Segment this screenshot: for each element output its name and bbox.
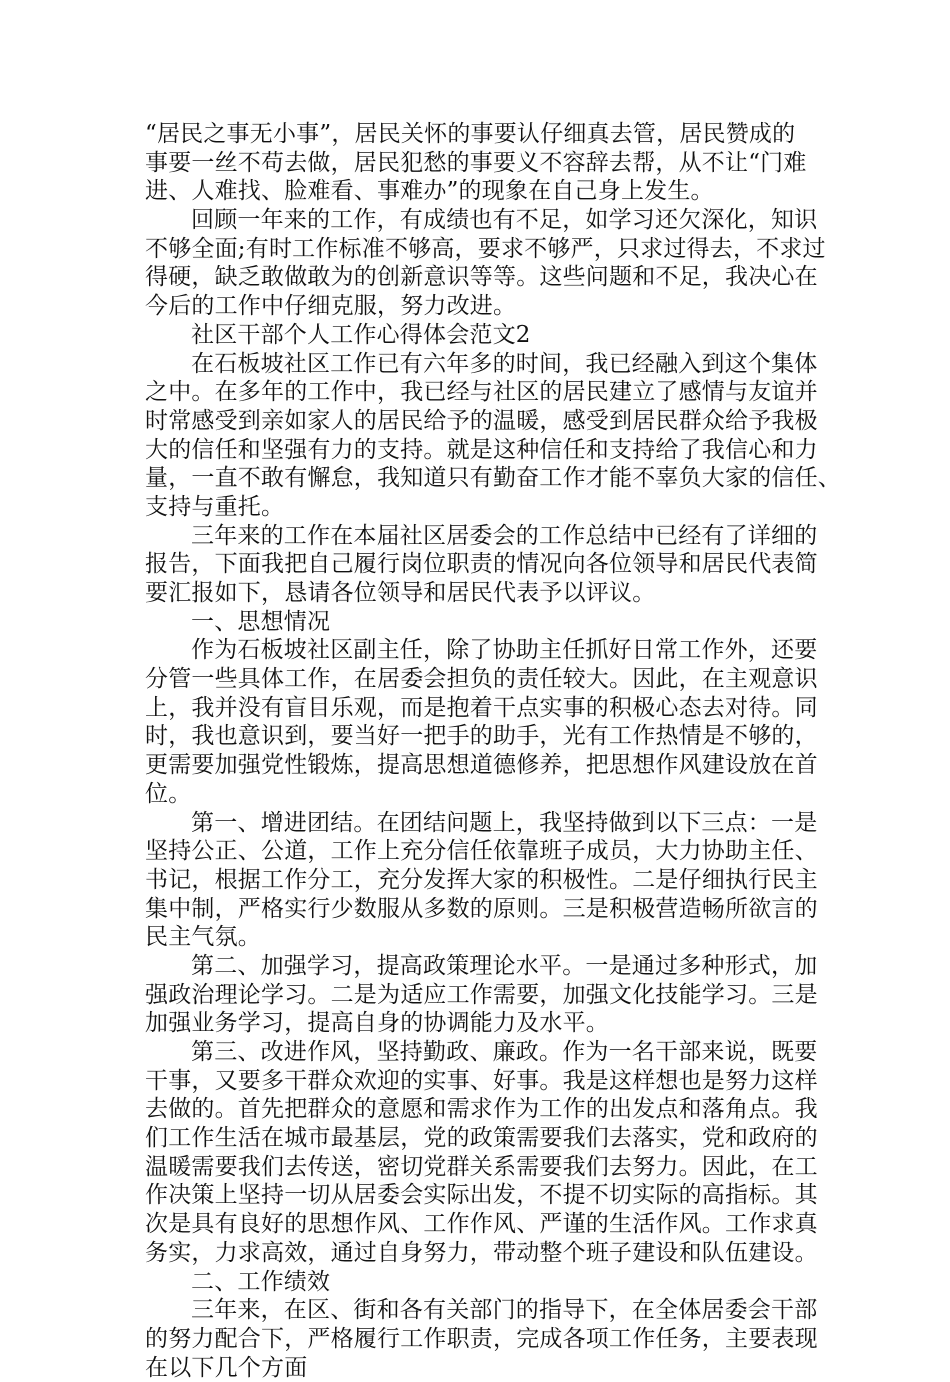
text-line: 二、工作绩效 <box>191 1268 331 1295</box>
text-line: 分管一些具体工作，在居委会担负的责任较大。因此，在主观意识 <box>145 666 818 693</box>
text-line: 三年来的工作在本届社区居委会的工作总结中已经有了详细的 <box>191 522 818 549</box>
text-line: 之中。在多年的工作中，我已经与社区的居民建立了感情与友谊并 <box>145 379 818 406</box>
text-line: 在石板坡社区工作已有六年多的时间，我已经融入到这个集体 <box>191 350 818 377</box>
text-line: 不够全面;有时工作标准不够高，要求不够严，只求过得去，不求过 <box>145 235 826 262</box>
text-line: 集中制，严格实行少数服从多数的原则。三是积极营造畅所欲言的 <box>145 895 818 922</box>
text-line: 书记，根据工作分工，充分发挥大家的积极性。二是仔细执行民主 <box>145 866 818 893</box>
text-line: 第三、改进作风，坚持勤政、廉政。作为一名干部来说，既要 <box>191 1039 818 1065</box>
text-line: 得硬，缺乏敢做敢为的创新意识等等。这些问题和不足，我决心在 <box>145 264 818 291</box>
text-line: 支持与重托。 <box>145 493 285 520</box>
text-line: 时，我也意识到，要当好一把手的助手，光有工作热情是不够的， <box>145 723 818 750</box>
text-line: 第一、增进团结。在团结问题上，我坚持做到以下三点：一是 <box>191 809 818 836</box>
text-line: 时常感受到亲如家人的居民给予的温暖，感受到居民群众给予我极 <box>145 407 818 434</box>
text-line: 事要一丝不苟去做，居民犯愁的事要义不容辞去帮，从不让“门难 <box>145 149 807 176</box>
text-line: 次是具有良好的思想作风、工作作风、严谨的生活作风。工作求真 <box>145 1211 818 1238</box>
text-line: 回顾一年来的工作，有成绩也有不足，如学习还欠深化，知识 <box>191 207 818 234</box>
text-line: “居民之事无小事”，居民关怀的事要认仔细真去管，居民赞成的 <box>145 121 796 147</box>
text-line: 去做的。首先把群众的意愿和需求作为工作的出发点和落角点。我 <box>145 1096 818 1123</box>
text-line: 报告，下面我把自己履行岗位职责的情况向各位领导和居民代表简 <box>145 551 818 578</box>
text-line: 的努力配合下，严格履行工作职责，完成各项工作任务，主要表现 <box>145 1325 818 1352</box>
text-line: 民主气氛。 <box>145 924 261 951</box>
document-body <box>145 120 841 1382</box>
text-line: 加强业务学习，提高自身的协调能力及水平。 <box>145 1010 609 1037</box>
text-line: 更需要加强党性锻炼，提高思想道德修养，把思想作风建设放在首 <box>145 752 818 779</box>
text-line: 作为石板坡社区副主任，除了协助主任抓好日常工作外，还要 <box>191 637 818 664</box>
text-line: 干事，又要多干群众欢迎的实事、好事。我是这样想也是努力这样 <box>145 1067 818 1094</box>
text-line: 强政治理论学习。二是为适应工作需要，加强文化技能学习。三是 <box>145 981 818 1008</box>
text-line: 今后的工作中仔细克服，努力改进。 <box>145 293 517 320</box>
text-line: 在以下几个方面 <box>145 1354 308 1381</box>
text-line: 大的信任和坚强有力的支持。就是这种信任和支持给了我信心和力 <box>145 436 818 463</box>
text-line: 社区干部个人工作心得体会范文2 <box>191 321 531 348</box>
text-line: 一、思想情况 <box>191 608 331 635</box>
text-line: 进、人难找、脸难看、事难办”的现象在自己身上发生。 <box>145 178 714 205</box>
text-line: 温暖需要我们去传送，密切党群关系需要我们去努力。因此，在工 <box>145 1153 818 1180</box>
text-line: 三年来，在区、街和各有关部门的指导下，在全体居委会干部 <box>191 1297 818 1324</box>
text-line: 要汇报如下，恳请各位领导和居民代表予以评议。 <box>145 580 656 606</box>
text-line: 务实，力求高效，通过自身努力，带动整个班子建设和队伍建设。 <box>145 1239 818 1266</box>
text-line: 坚持公正、公道，工作上充分信任依靠班子成员，大力协助主任、 <box>145 838 818 865</box>
text-line: 上，我并没有盲目乐观，而是抱着干点实事的积极心态去对待。同 <box>145 694 818 721</box>
text-line: 位。 <box>145 780 192 807</box>
text-line: 第二、加强学习，提高政策理论水平。一是通过多种形式，加 <box>191 952 818 979</box>
text-line: 们工作生活在城市最基层，党的政策需要我们去落实，党和政府的 <box>145 1125 818 1152</box>
text-line: 量，一直不敢有懈怠，我知道只有勤奋工作才能不辜负大家的信任、 <box>145 465 841 492</box>
text-line: 作决策上坚持一切从居委会实际出发，不提不切实际的高指标。其 <box>145 1182 818 1209</box>
